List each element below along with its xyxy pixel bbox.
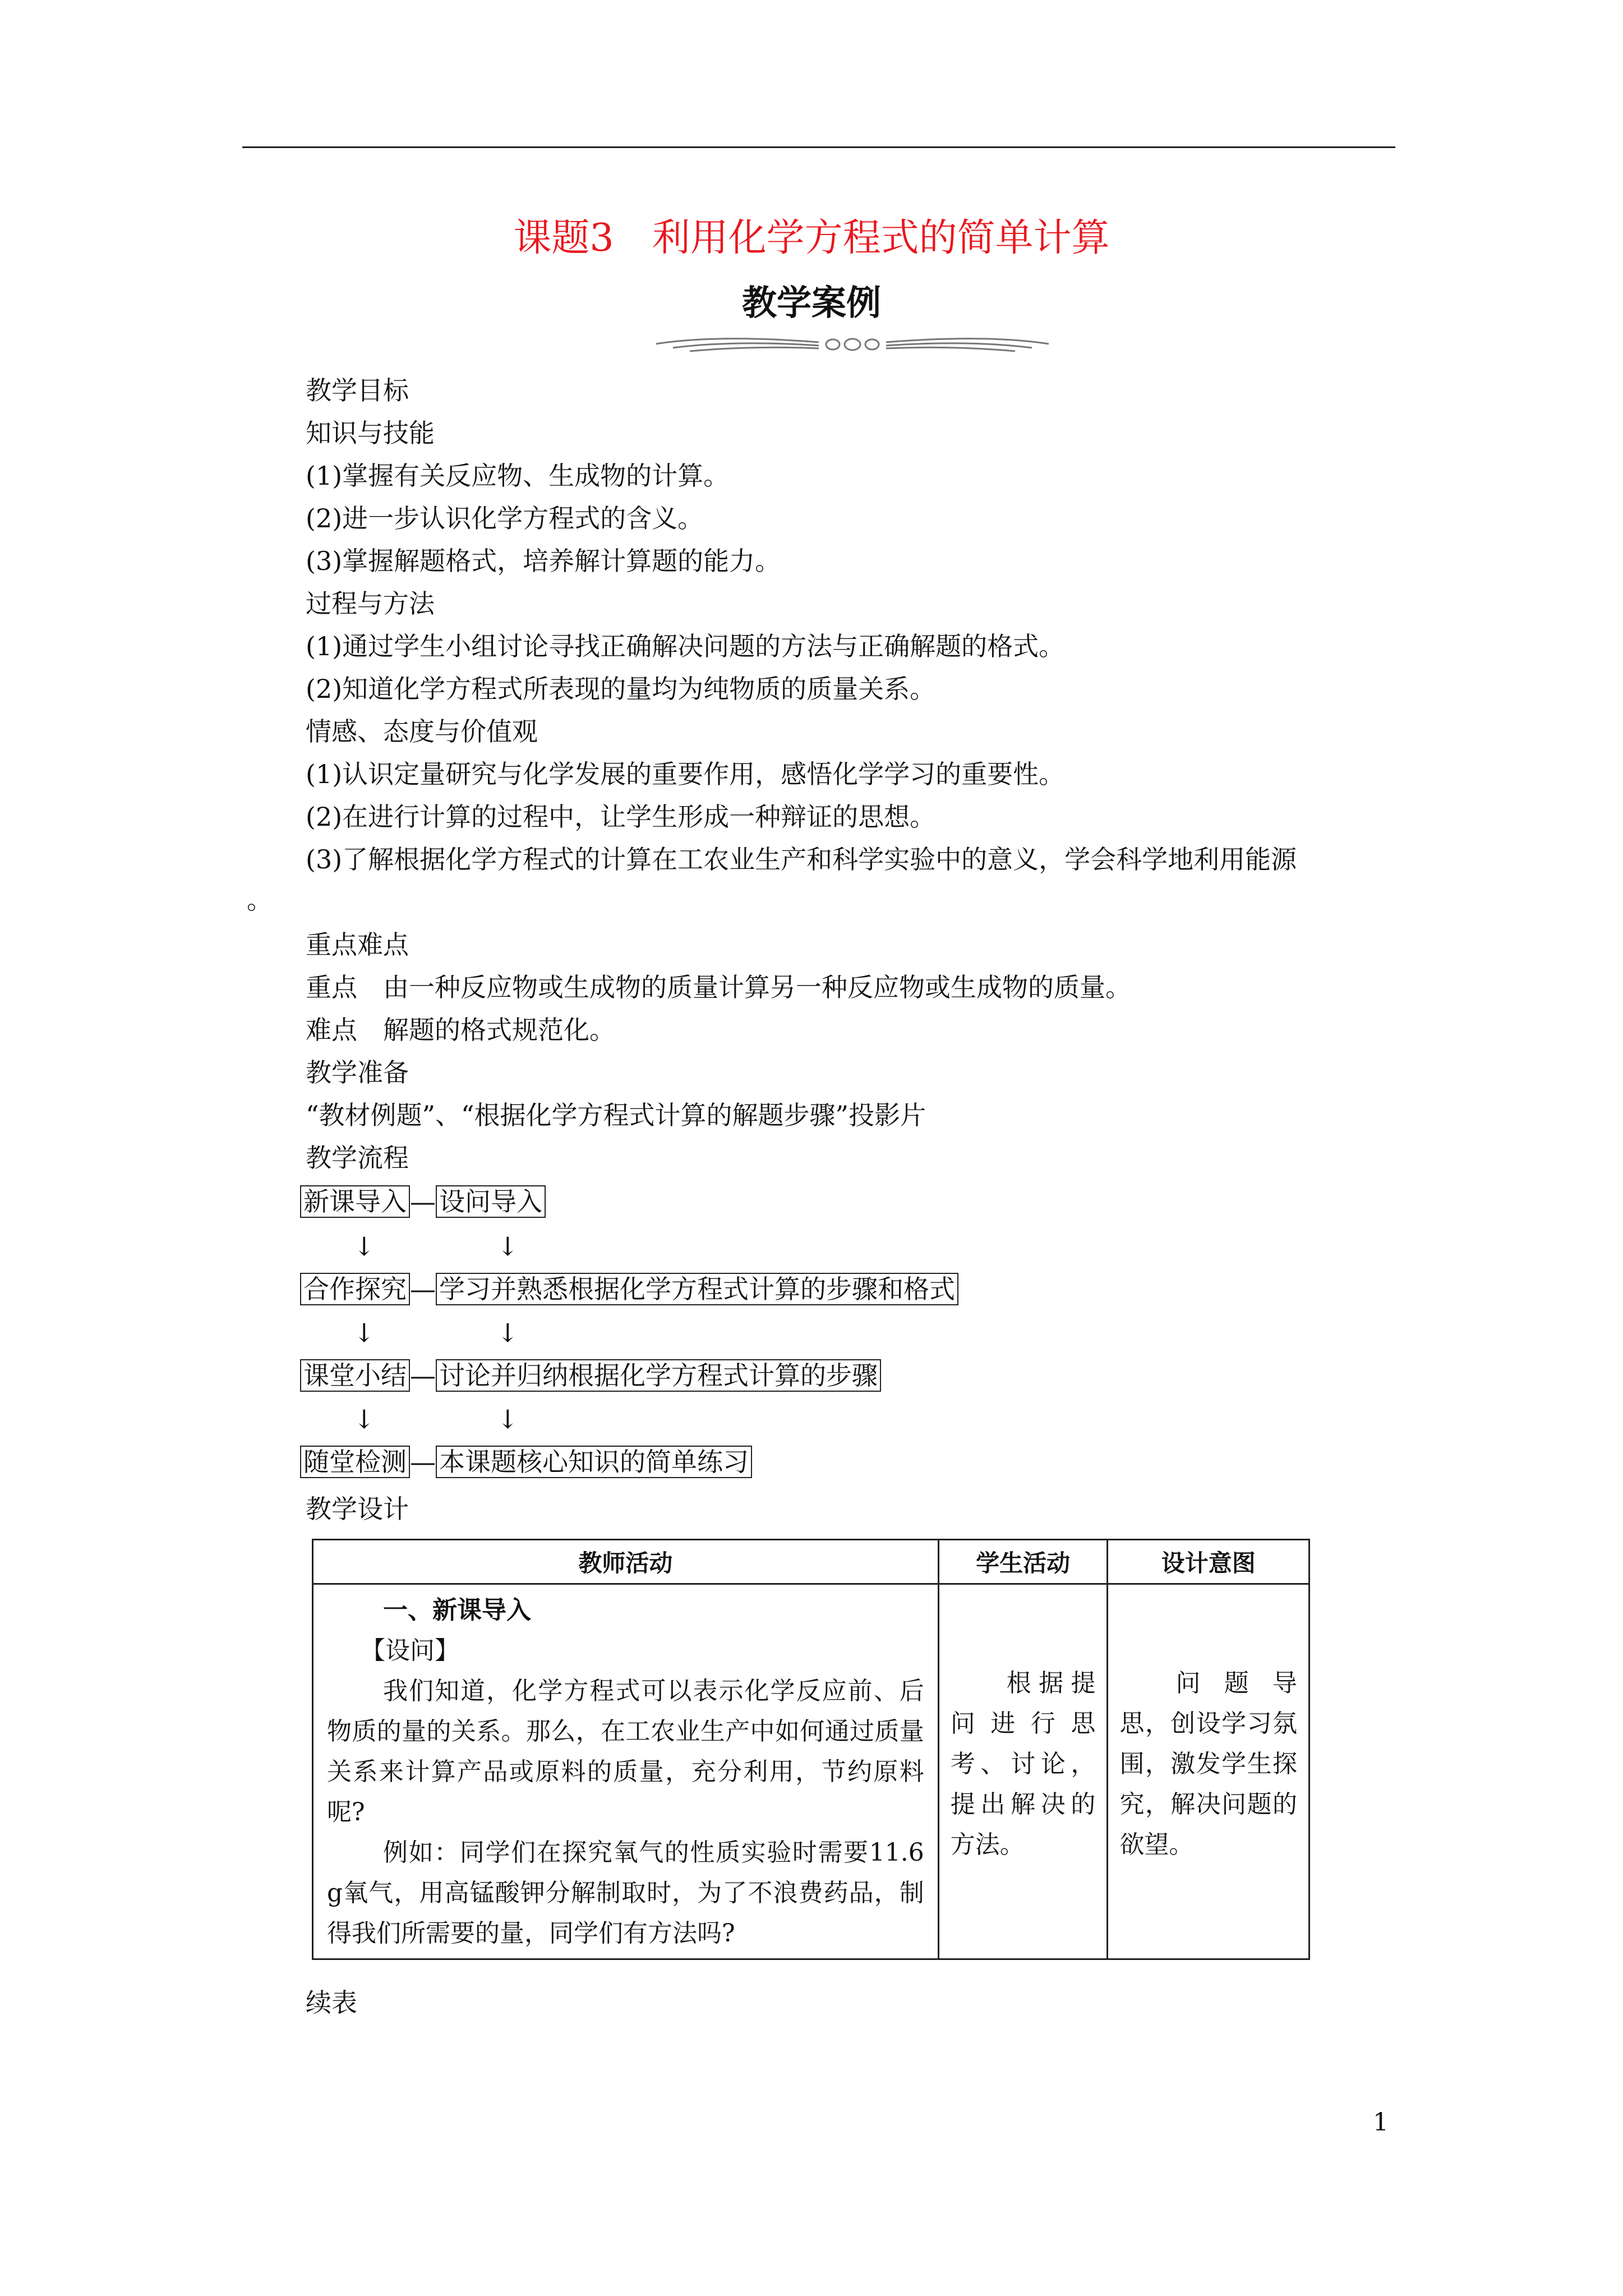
column-header: 学生活动 — [938, 1540, 1108, 1584]
flow-heading: 教学流程 — [306, 1143, 409, 1173]
down-arrow-icon: ↓ — [497, 1404, 519, 1434]
table-header-row — [313, 1540, 1310, 1584]
flow-dash: — — [410, 1274, 436, 1304]
knowledge-item: (1)掌握有关反应物、生成物的计算。 — [306, 461, 730, 491]
knowledge-heading: 知识与技能 — [306, 418, 435, 448]
key-point: 重点 由一种反应物或生成物的质量计算另一种反应物或生成物的质量。 — [306, 972, 1131, 1002]
flow-stage: 新课导入 — [300, 1185, 410, 1218]
flow-row — [300, 1272, 958, 1306]
flow-dash: — — [410, 1186, 436, 1217]
student-activity-text: 根据提问进行思考、讨论，提出解决的方法。 — [950, 1669, 1096, 1859]
knowledge-item: (2)进一步认识化学方程式的含义。 — [306, 503, 704, 533]
flow-row — [300, 1185, 546, 1218]
paragraph: 我们知道，化学方程式可以表示化学反应前、后物质的量的关系。那么，在工农业生产中如何通过质量关系来计算产品或原料的质量，充分利用，节约原料呢? — [327, 1677, 924, 1826]
knowledge-item: (3)掌握解题格式，培养解计算题的能力。 — [306, 546, 781, 576]
page-subtitle: 教学案例 — [741, 282, 881, 323]
down-arrow-icon: ↓ — [353, 1404, 375, 1434]
column-header: 教师活动 — [313, 1540, 939, 1584]
flow-content: 讨论并归纳根据化学方程式计算的步骤 — [436, 1359, 881, 1392]
flow-dash: — — [410, 1447, 436, 1477]
teacher-activity-cell — [313, 1584, 939, 1959]
flow-row — [300, 1359, 881, 1392]
prep-heading: 教学准备 — [306, 1057, 409, 1088]
difficult-point: 难点 解题的格式规范化。 — [306, 1015, 615, 1045]
page-title: 课题3 利用化学方程式的简单计算 — [513, 216, 1110, 260]
key-heading: 重点难点 — [306, 930, 409, 960]
flow-content: 学习并熟悉根据化学方程式计算的步骤和格式 — [436, 1273, 958, 1305]
flow-row — [300, 1445, 752, 1479]
down-arrow-icon: ↓ — [353, 1318, 375, 1348]
flow-stage: 课堂小结 — [300, 1359, 410, 1392]
column-header: 设计意图 — [1108, 1540, 1310, 1584]
down-arrow-icon: ↓ — [497, 1231, 519, 1262]
emotion-item-tail: 。 — [247, 885, 273, 915]
down-arrow-icon: ↓ — [497, 1318, 519, 1348]
emotion-item: (1)认识定量研究与化学发展的重要作用，感悟化学学习的重要性。 — [306, 759, 1065, 789]
goals-heading: 教学目标 — [306, 375, 409, 406]
student-activity-cell — [938, 1584, 1108, 1959]
table-row — [313, 1584, 1310, 1959]
design-intent-cell — [1108, 1584, 1310, 1959]
page-number: 1 — [1373, 2108, 1389, 2137]
process-item: (2)知道化学方程式所表现的量均为纯物质的质量关系。 — [306, 674, 936, 704]
process-item: (1)通过学生小组讨论寻找正确解决问题的方法与正确解题的格式。 — [306, 631, 1065, 661]
decorative-divider — [651, 330, 1054, 358]
emotion-heading: 情感、态度与价值观 — [306, 716, 538, 747]
header-rule — [242, 146, 1395, 148]
process-heading: 过程与方法 — [306, 588, 435, 619]
flow-stage: 随堂检测 — [300, 1446, 410, 1478]
question-tag: 【设问】 — [361, 1636, 459, 1665]
down-arrow-icon: ↓ — [353, 1231, 375, 1262]
emotion-item: (2)在进行计算的过程中，让学生形成一种辩证的思想。 — [306, 802, 936, 832]
emotion-item: (3)了解根据化学方程式的计算在工农业生产和科学实验中的意义，学会科学地利用能源 — [306, 844, 1297, 875]
flow-dash: — — [410, 1360, 436, 1391]
design-heading: 教学设计 — [306, 1494, 409, 1524]
design-table — [312, 1539, 1310, 1960]
paragraph: 例如：同学们在探究氧气的性质实验时需要11.6 g氧气，用高锰酸钾分解制取时，为了不浪费药品，制得我们所需要的量，同学们有方法吗? — [327, 1838, 924, 1948]
flow-content: 设问导入 — [436, 1185, 546, 1218]
prep-text: “教材例题”、“根据化学方程式计算的解题步骤”投影片 — [306, 1100, 926, 1130]
continued-label: 续表 — [306, 1987, 357, 2018]
flow-content: 本课题核心知识的简单练习 — [436, 1446, 752, 1478]
section-title: 一、新课导入 — [383, 1596, 531, 1625]
design-intent-text: 问题导思，创设学习氛围，激发学生探究，解决问题的欲望。 — [1119, 1669, 1297, 1859]
flow-stage: 合作探究 — [300, 1273, 410, 1305]
